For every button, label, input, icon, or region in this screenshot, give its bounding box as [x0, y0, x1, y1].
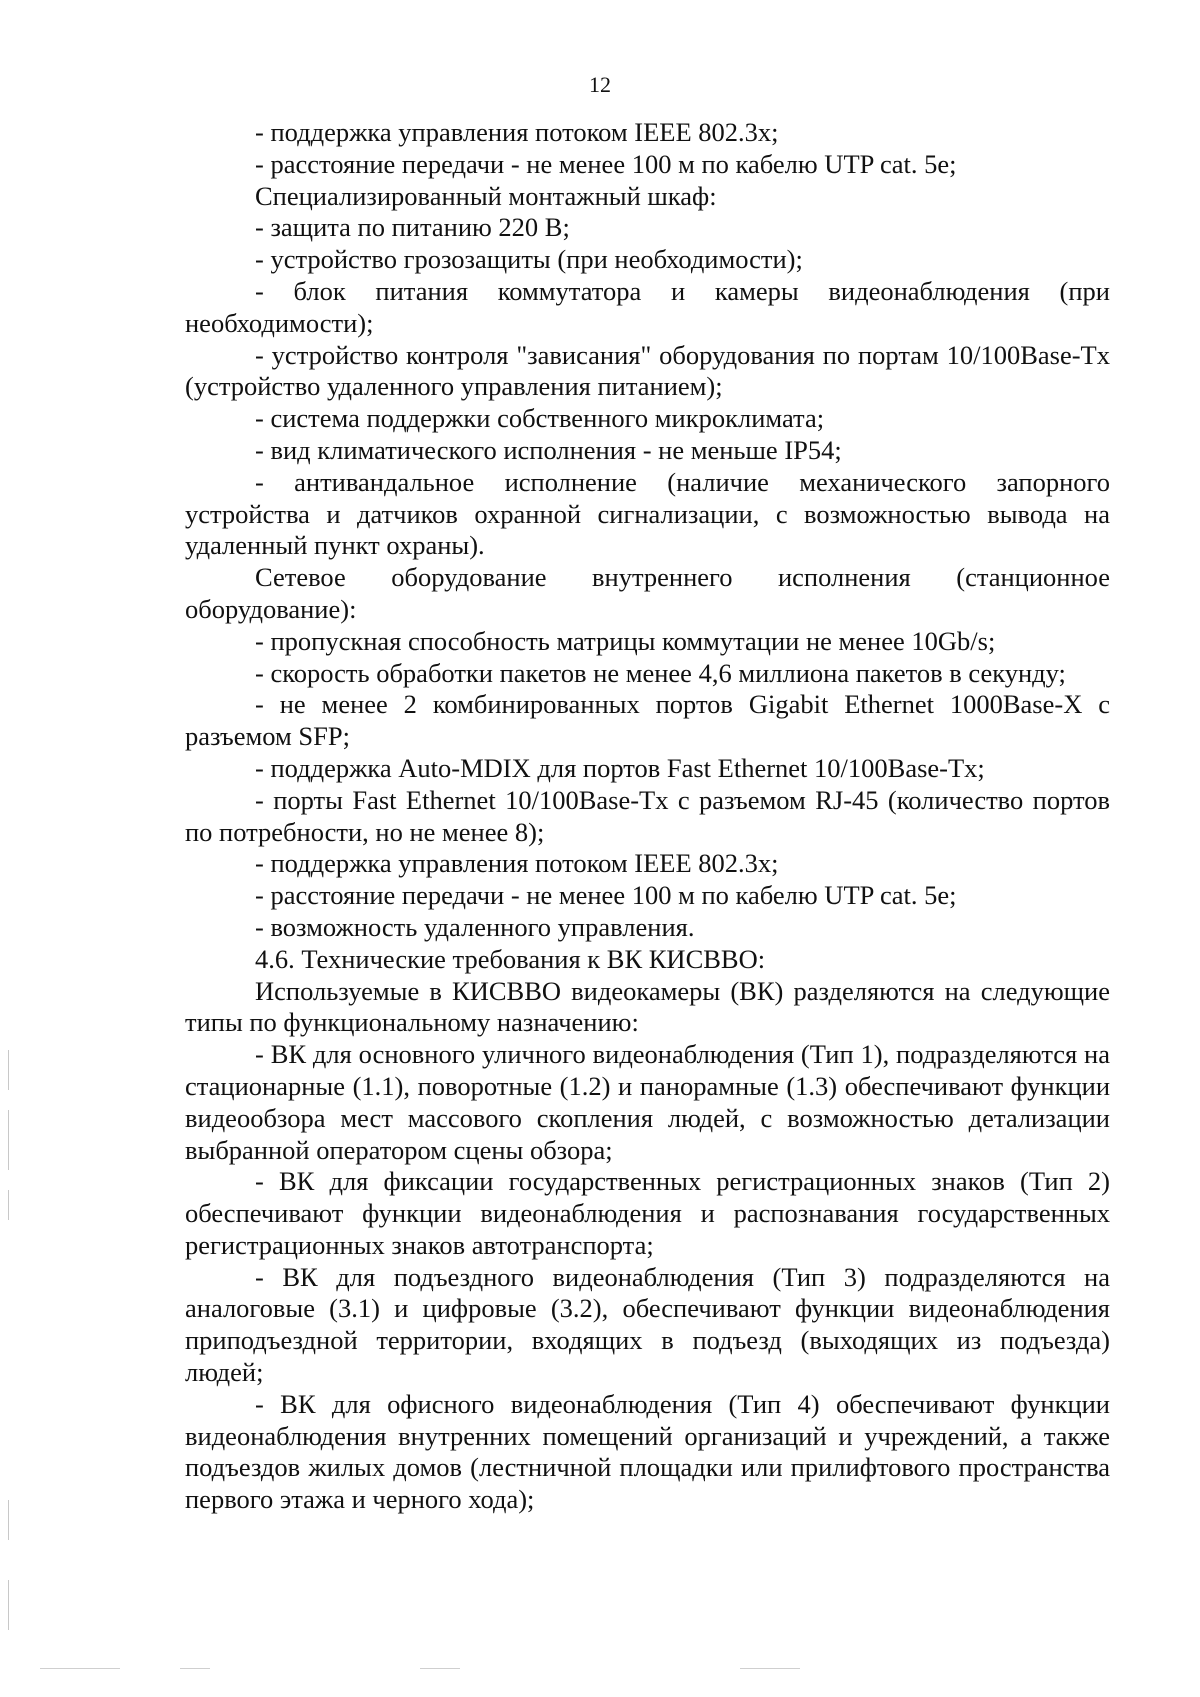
scan-artifact	[8, 1190, 9, 1220]
paragraph: - антивандальное исполнение (наличие механического запорного устройства и датчиков охранной сигнализации, с возможностью вывода на удаленный пункт охраны).	[185, 466, 1110, 561]
page-number: 12	[589, 72, 611, 97]
paragraph: - защита по питанию 220 В;	[255, 212, 570, 243]
paragraph: - ВК для офисного видеонаблюдения (Тип 4) обеспечивают функции видеонаблюдения внутренних помещений организаций и учреждений, а также подъездов жилых домов (лестничной площадки или прилифтового пространства первого этажа и черного хода);	[185, 1388, 1110, 1515]
paragraph: - поддержка Auto-MDIX для портов Fast Ethernet 10/100Base-Tx;	[255, 752, 985, 783]
paragraph: - поддержка управления потоком IEEE 802.3x;	[255, 848, 779, 879]
section-heading: Сетевое оборудование внутреннего исполнения (станционное оборудование):	[185, 562, 1110, 624]
paragraph: - расстояние передачи - не менее 100 м по кабелю UTP cat. 5e;	[255, 148, 957, 179]
paragraph: - ВК для основного уличного видеонаблюдения (Тип 1), подразделяются на стационарные (1.1), поворотные (1.2) и панорамные (1.3) обеспечивают функции видеообзора мест массового скопления людей, с возможностью детализации выбранной оператором сцены обзора;	[185, 1039, 1110, 1165]
scan-artifact	[8, 1110, 9, 1170]
paragraph: - ВК для фиксации государственных регистрационных знаков (Тип 2) обеспечивают функции видеонаблюдения и распознавания государственных регистрационных знаков автотранспорта;	[185, 1166, 1110, 1260]
document-body	[185, 117, 1110, 1516]
section-heading: Специализированный монтажный шкаф:	[255, 180, 717, 211]
paragraph: - поддержка управления потоком IEEE 802.3x;	[255, 117, 779, 147]
paragraph: - ВК для подъездного видеонаблюдения (Тип 3) подразделяются на аналоговые (3.1) и цифровые (3.2), обеспечивают функции видеонаблюдения приподъездной территории, входящих в подъезд (выходящих из подъезда) людей;	[185, 1261, 1110, 1388]
paragraph: - устройство грозозащиты (при необходимости);	[255, 244, 803, 275]
scan-artifact	[40, 1668, 120, 1669]
scan-artifact	[420, 1668, 460, 1669]
paragraph: - расстояние передачи - не менее 100 м по кабелю UTP cat. 5e;	[255, 880, 957, 911]
paragraph: - порты Fast Ethernet 10/100Base-Tx с разъемом RJ-45 (количество портов по потребности, но не менее 8);	[185, 784, 1110, 847]
paragraph: - возможность удаленного управления.	[255, 911, 695, 942]
scan-artifact	[8, 1500, 9, 1540]
paragraph: - блок питания коммутатора и камеры видеонаблюдения (при необходимости);	[185, 275, 1110, 338]
scan-artifact	[8, 1580, 9, 1630]
scan-artifact	[180, 1668, 210, 1669]
scan-artifact	[740, 1668, 800, 1669]
paragraph: - вид климатического исполнения - не меньше IP54;	[255, 434, 842, 465]
section-heading: 4.6. Технические требования к ВК КИСВВО:	[255, 943, 766, 974]
paragraph: Используемые в КИСВВО видеокамеры (ВК) разделяются на следующие типы по функциональному назначению:	[185, 975, 1110, 1038]
paragraph: - пропускная способность матрицы коммутации не менее 10Gb/s;	[255, 625, 996, 656]
paragraph: - не менее 2 комбинированных портов Gigabit Ethernet 1000Base-X с разъемом SFP;	[185, 689, 1110, 752]
scan-artifact	[8, 1050, 9, 1090]
paragraph: - устройство контроля "зависания" оборудования по портам 10/100Base-Tx (устройство удаленного управления питанием);	[185, 339, 1110, 402]
paragraph: - система поддержки собственного микроклимата;	[255, 403, 825, 434]
paragraph: - скорость обработки пакетов не менее 4,6 миллиона пакетов в секунду;	[255, 657, 1066, 688]
